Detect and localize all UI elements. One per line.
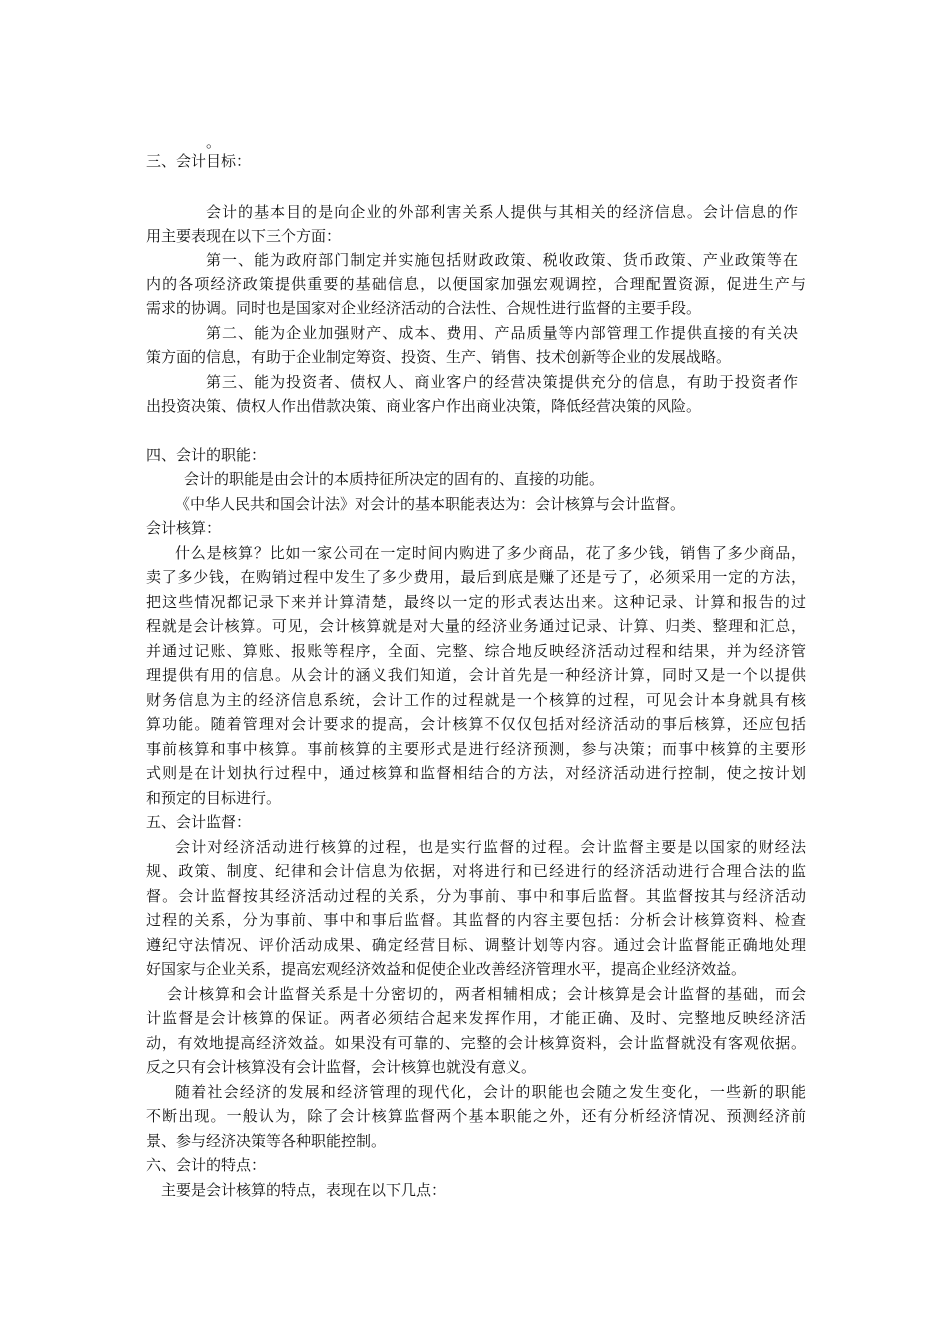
- section-heading-goal: 三、会计目标：: [146, 152, 252, 170]
- relation-line-1: 会计核算和会计监督关系是十分密切的，两者相辅相成；会计核算是会计监督的基础，而会: [167, 985, 806, 1003]
- goal-item1-line-3: 需求的协调。同时也是国家对企业经济活动的合法性、合规性进行监督的主要手段。: [146, 299, 702, 317]
- accounting-line-8: 算功能。随着管理对会计要求的提高，会计核算不仅仅包括对经济活动的事后核算，还应包括: [146, 715, 806, 733]
- features-paragraph-1: 主要是会计核算的特点，表现在以下几点：: [161, 1181, 447, 1199]
- goal-intro-line-2: 用主要表现在以下三个方面：: [146, 227, 342, 245]
- development-line-2: 不断出现。一般认为，除了会计核算监督两个基本职能之外，还有分析经济情况、预测经济前: [146, 1107, 806, 1125]
- lead-period: 。: [206, 133, 222, 151]
- relation-line-4: 反之只有会计核算没有会计监督，会计核算也就没有意义。: [146, 1058, 537, 1076]
- supervision-line-5: 遵纪守法情况、评价活动成果、确定经营目标、调整计划等内容。通过会计监督能正确地处理: [146, 936, 806, 954]
- goal-item2-line-1: 第二、能为企业加强财产、成本、费用、产品质量等内部管理工作提供直接的有关决: [206, 324, 798, 342]
- goal-intro-line-1: 会计的基本目的是向企业的外部利害关系人提供与其相关的经济信息。会计信息的作: [206, 203, 798, 221]
- development-line-1: 随着社会经济的发展和经济管理的现代化，会计的职能也会随之发生变化，一些新的职能: [175, 1083, 806, 1101]
- goal-item3-line-2: 出投资决策、债权人作出借款决策、商业客户作出商业决策，降低经营决策的风险。: [146, 397, 702, 415]
- goal-item3-line-1: 第三、能为投资者、债权人、商业客户的经营决策提供充分的信息，有助于投资者作: [206, 373, 798, 391]
- development-line-3: 景、参与经济决策等各种职能控制。: [146, 1132, 387, 1150]
- accounting-line-11: 和预定的目标进行。: [146, 789, 282, 807]
- accounting-line-7: 财务信息为主的经济信息系统，会计工作的过程就是一个核算的过程，可见会计本身就具有核: [146, 691, 806, 709]
- accounting-line-3: 把这些情况都记录下来并计算清楚，最终以一定的形式表达出来。这种记录、计算和报告的过: [146, 593, 806, 611]
- supervision-line-3: 督。会计监督按其经济活动过程的关系，分为事前、事中和事后监督。其监督按其与经济活动: [146, 887, 806, 905]
- goal-item1-line-2: 内的各项经济政策提供重要的基础信息，以便国家加强宏观调控，合理配置资源，促进生产与: [146, 275, 806, 293]
- accounting-line-4: 程就是会计核算。可见，会计核算就是对大量的经济业务通过记录、计算、归类、整理和汇总，: [146, 617, 806, 635]
- relation-line-2: 计监督是会计核算的保证。两者必须结合起来发挥作用，才能正确、及时、完整地反映经济活: [146, 1009, 806, 1027]
- subheading-accounting: 会计核算：: [146, 519, 222, 537]
- relation-line-3: 动，有效地提高经济效益。如果没有可靠的、完整的会计核算资料，会计监督就没有客观依据。: [146, 1034, 806, 1052]
- function-paragraph-2: 《中华人民共和国会计法》对会计的基本职能表达为：会计核算与会计监督。: [175, 495, 686, 513]
- section-heading-features: 六、会计的特点：: [146, 1156, 267, 1174]
- supervision-line-4: 过程的关系，分为事前、事中和事后监督。其监督的内容主要包括：分析会计核算资料、检查: [146, 911, 806, 929]
- supervision-line-6: 好国家与企业关系，提高宏观经济效益和促使企业改善经济管理水平，提高企业经济效益。: [146, 960, 747, 978]
- accounting-line-6: 理提供有用的信息。从会计的涵义我们知道，会计首先是一种经济计算，同时又是一个以提供: [146, 666, 806, 684]
- section-heading-supervision: 五、会计监督：: [146, 813, 252, 831]
- supervision-line-2: 规、政策、制度、纪律和会计信息为依据，对将进行和已经进行的经济活动进行合理合法的监: [146, 862, 806, 880]
- function-paragraph-1: 会计的职能是由会计的本质持征所决定的固有的、直接的功能。: [184, 470, 605, 488]
- goal-item2-line-2: 策方面的信息，有助于企业制定筹资、投资、生产、销售、技术创新等企业的发展战略。: [146, 348, 732, 366]
- accounting-line-9: 事前核算和事中核算。事前核算的主要形式是进行经济预测，参与决策；而事中核算的主要形: [146, 740, 806, 758]
- accounting-line-5: 并通过记账、算账、报账等程序，全面、完整、综合地反映经济活动过程和结果，并为经济管: [146, 642, 806, 660]
- supervision-line-1: 会计对经济活动进行核算的过程，也是实行监督的过程。会计监督主要是以国家的财经法: [175, 838, 806, 856]
- accounting-line-1: 什么是核算？比如一家公司在一定时间内购进了多少商品，花了多少钱，销售了多少商品，: [175, 544, 806, 562]
- section-heading-function: 四、会计的职能：: [146, 446, 267, 464]
- goal-item1-line-1: 第一、能为政府部门制定并实施包括财政政策、税收政策、货币政策、产业政策等在: [206, 251, 798, 269]
- accounting-line-10: 式则是在计划执行过程中，通过核算和监督相结合的方法，对经济活动进行控制，使之按计划: [146, 764, 806, 782]
- accounting-line-2: 卖了多少钱，在购销过程中发生了多少费用，最后到底是赚了还是亏了，必须采用一定的方法，: [146, 568, 806, 586]
